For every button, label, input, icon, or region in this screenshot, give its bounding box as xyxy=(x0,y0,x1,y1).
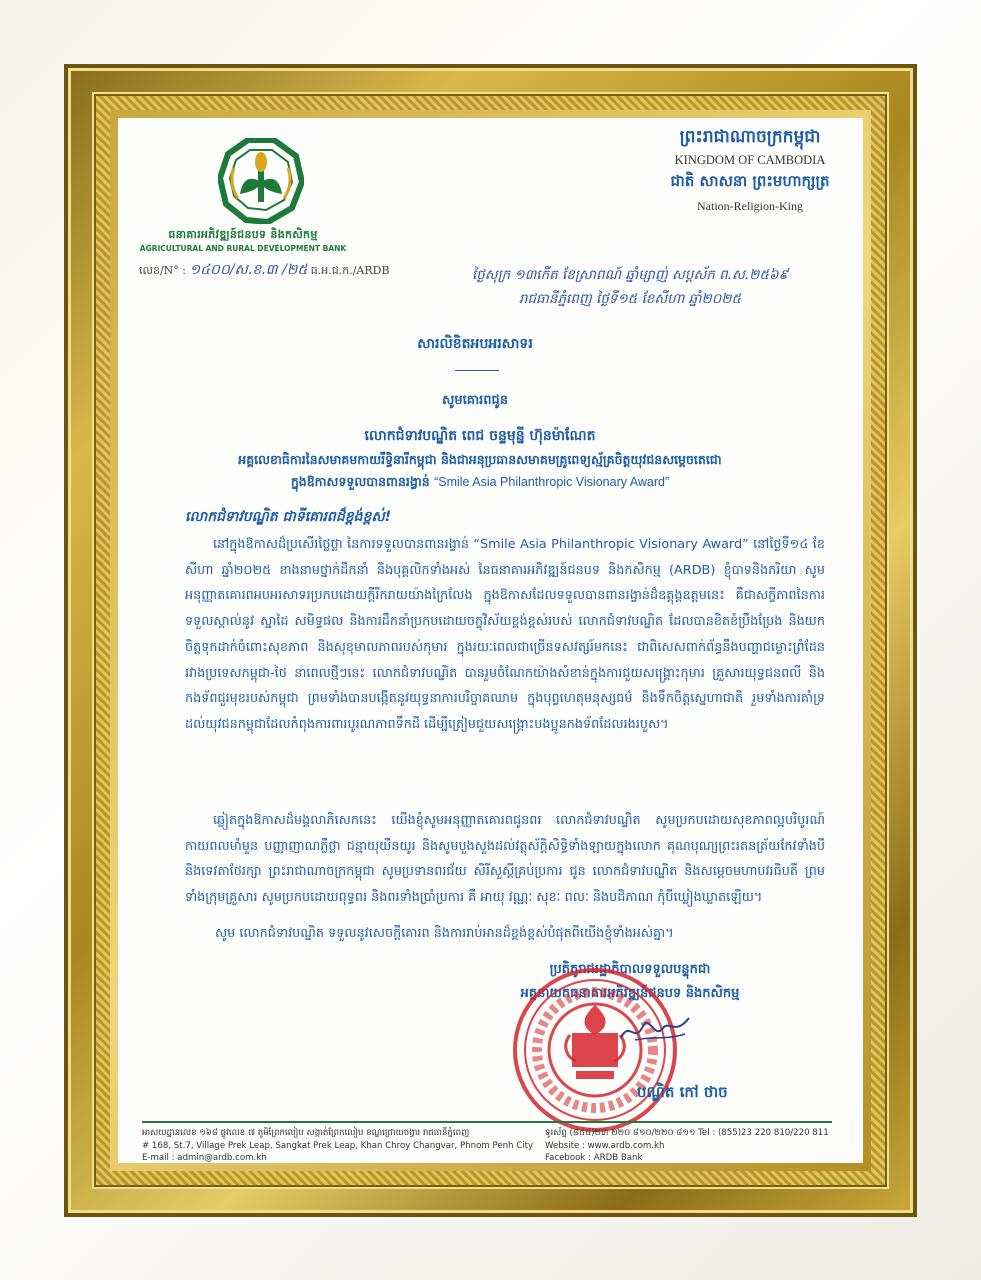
recipient-name: លោកជំទាវបណ្ឌិត ពេជ ចន្ទមុន្នី ហ៊ុនម៉ាណែត xyxy=(364,428,596,444)
footer-address-english: # 168, St.7, Village Prek Leap, Sangkat Prek Leap, Khan Chroy Changvar, Phnom Penh City xyxy=(142,1140,534,1151)
reference-suffix: ធ.អ.ជ.ក./ARDB xyxy=(310,264,390,277)
reference-handwritten: ១៤០០/ស.ខ.៣ /២៥ xyxy=(189,262,308,278)
signatory-title-2: អគ្គនាយកធនាគារអភិវឌ្ឍន៍ជនបទ និងកសិកម្ម xyxy=(520,986,740,1001)
kingdom-english: KINGDOM OF CAMBODIA xyxy=(674,153,826,167)
footer-facebook: Facebook : ARDB Bank xyxy=(545,1153,643,1164)
recipient-award-line xyxy=(200,474,760,493)
footer-address-block xyxy=(142,1127,542,1165)
official-stamp-icon xyxy=(510,965,680,1135)
salutation: លោកជំទាវបណ្ឌិត ជាទីគោរពដ៏ខ្ពង់ខ្ពស់! xyxy=(185,509,392,525)
bank-name-english: AGRICULTURAL AND RURAL DEVELOPMENT BANK xyxy=(139,244,347,253)
signatory-title-1: ប្រតិភូរាជរដ្ឋាភិបាលទទួលបន្ទុកជា xyxy=(549,962,711,977)
title-divider xyxy=(455,370,499,371)
motto-english: Nation-Religion-King xyxy=(697,199,803,213)
lunar-date: ថ្ងៃសុក្រ ១៣កើត ខែស្រាពណ៍ ឆ្នាំម្សាញ់ សប្តស័ក ព.ស.២៥៦៩ xyxy=(471,267,789,283)
kingdom-khmer: ព្រះរាជាណាចក្រកម្ពុជា xyxy=(679,127,821,147)
solar-date: រាជធានីភ្នំពេញ ថ្ងៃទី១៥ ខែសីហា ឆ្នាំ២០២៥ xyxy=(518,291,742,307)
paragraph-2: ឆ្លៀតក្នុងឱកាសដ៏មង្គលាភិសេកនេះ យើងខ្ញុំសូមអនុញ្ញាតគោរពជូនពរ លោកជំទាវបណ្ឌិត សូមប្រកបដោយសុខភាពល្អបរិបូរណ៍ កាយពលមាំមួន បញ្ញាញាណភ្លឺថ្លា ជន្មាយុយឺនយូរ និងសូមបួងសួងដល់វត្ថុស័ក្តិសិទ្ធិទាំងឡាយក្នុងលោក គុណបុណ្យព្រះរតនត្រ័យកែវទាំងបី និងទេវតាថែរក្សា ព្រះរាជាណាចក្រកម្ពុជា សូមប្រទានពរជ័យ សិរីសួស្តីគ្រប់ប្រការ ជូន លោកជំទាវបណ្ឌិត និងសម្តេចមហាបវរធិបតី ព្រមទាំងក្រុមគ្រួសារ សូមប្រកបដោយពុទ្ធពរ និងពរទាំងប្រាំប្រការ គឺ អាយុ វណ្ណៈ សុខៈ ពលៈ និងបដិភាណ កុំបីឃ្លៀងឃ្លាតឡើយ។ xyxy=(185,813,825,906)
ardb-logo-icon xyxy=(218,138,304,224)
paragraph-1: នៅក្នុងឱកាសដ៏ប្រសើរថ្លៃថ្លា នៃការទទួលបានពានរង្វាន់ “Smile Asia Philanthropic Visionary Award” នៅថ្ងៃទី១៤ ខែសីហា ឆ្នាំ២០២៥ ខាងនាមថ្នាក់ដឹកនាំ និងបុគ្គលិកទាំងអស់ នៃធនាគារអភិវឌ្ឍន៍ជនបទ និងកសិកម្ម (ARDB) ខ្ញុំបាទនិងភរិយា សូមអនុញ្ញាតគោរពអបអរសាទរប្រកបដោយក្តីរីករាយយ៉ាងក្រៃលែង ក្នុងឱកាសដែលទទួលបានពានរង្វាន់ដ៏ឧត្តុង្គឧត្តមនេះ គឺជាសក្ខីភាពនៃការទទួលស្គាល់នូវ ស្នាដៃ សមិទ្ធផល និងការដឹកនាំប្រកបដោយចក្ខុវិស័យខ្ពង់ខ្ពស់របស់ លោកជំទាវបណ្ឌិត ដែលបានខិតខំប្រឹងប្រែង និងយកចិត្តទុកដាក់ចំពោះសុខភាព និងសុខុមាលភាពរបស់កុមារ ក្នុងរយៈពេលជាច្រើនទសវត្សរ៍មកនេះ ជាពិសេសពាក់ព័ន្ធនឹងបញ្ហាជម្លោះព្រំដែនរវាងប្រទេសកម្ពុជា-ថៃ នាពេលថ្មីៗនេះ លោកជំទាវបណ្ឌិត បានរួមចំណែកយ៉ាងសំខាន់ក្នុងការជួយសង្គ្រោះកុមារ គ្រួសារយុទ្ធជនពលី និងកងទ័ពជួរមុខរបស់កម្ពុជា ព្រមទាំងបានបង្កើតនូវយុទ្ធនាការបរិច្ចាគឈាម ក្នុងបុព្វហេតុមនុស្សធម៌ និងទឹកចិត្តស្នេហាជាតិ រួមទាំងការគាំទ្រដល់យុវជនកម្ពុជាដែលកំពុងការពារបូរណភាពទឹកដី ដើម្បីត្រៀមជួយសង្គ្រោះបងប្អូនកងទ័ពដែលរងរបួស។ xyxy=(185,537,825,732)
footer-address-khmer: អាសយដ្ឋានលេខ ១៦៨ ផ្លូវលេខ ៧ ភូមិព្រែកលៀប សង្កាត់ព្រែកលៀប ខណ្ឌជ្រោយចង្វារ រាជធានីភ្នំពេញ xyxy=(142,1128,470,1138)
paragraph-3: សូម លោកជំទាវបណ្ឌិត ទទួលនូវសេចក្តីគោរព និងការរាប់អានដ៏ខ្ពង់ខ្ពស់បំផុតពីយើងខ្ញុំទាំងអស់គ្នា។ xyxy=(215,926,674,941)
reference-number xyxy=(139,260,390,281)
signer-name: បណ្ឌិត កៅ ថាច xyxy=(637,1083,728,1101)
footer-contact-block xyxy=(545,1127,845,1165)
footer-phone: ទូរស័ព្ទ (៨៥៥)២៣ ២២០ ៨១០/២២០ ៨១១ Tel : (855)23 220 810/220 811 xyxy=(545,1128,829,1138)
motto-khmer: ជាតិ សាសនា ព្រះមហាក្សត្រ xyxy=(670,172,830,190)
footer-website: Website : www.ardb.com.kh xyxy=(545,1140,665,1151)
handwritten-signature-icon xyxy=(615,1010,695,1050)
footer-divider xyxy=(142,1121,832,1123)
reference-prefix: លេខ/N° : xyxy=(139,264,186,277)
recipient-title: អគ្គលេខាធិការនៃសមាគមកាយរឹទ្ធិនារីកម្ពុជា និងជាអនុប្រធានសមាគមគ្រូពេទ្យស្ម័គ្រចិត្តយុវជនសម្តេចតេជោ xyxy=(238,452,722,467)
award-name: “Smile Asia Philanthropic Visionary Award” xyxy=(434,475,670,489)
respect-line: សូមគោរពជូន xyxy=(441,393,508,408)
document-title: សារលិខិតអបអរសាទរ xyxy=(417,336,533,352)
award-occasion: ក្នុងឱកាសទទួលបានពានរង្វាន់ xyxy=(290,474,430,489)
bank-name-khmer: ធនាគារអភិវឌ្ឍន៍ជនបទ និងកសិកម្ម xyxy=(168,228,318,241)
footer-email: E-mail : admin@ardb.com.kh xyxy=(142,1153,267,1164)
